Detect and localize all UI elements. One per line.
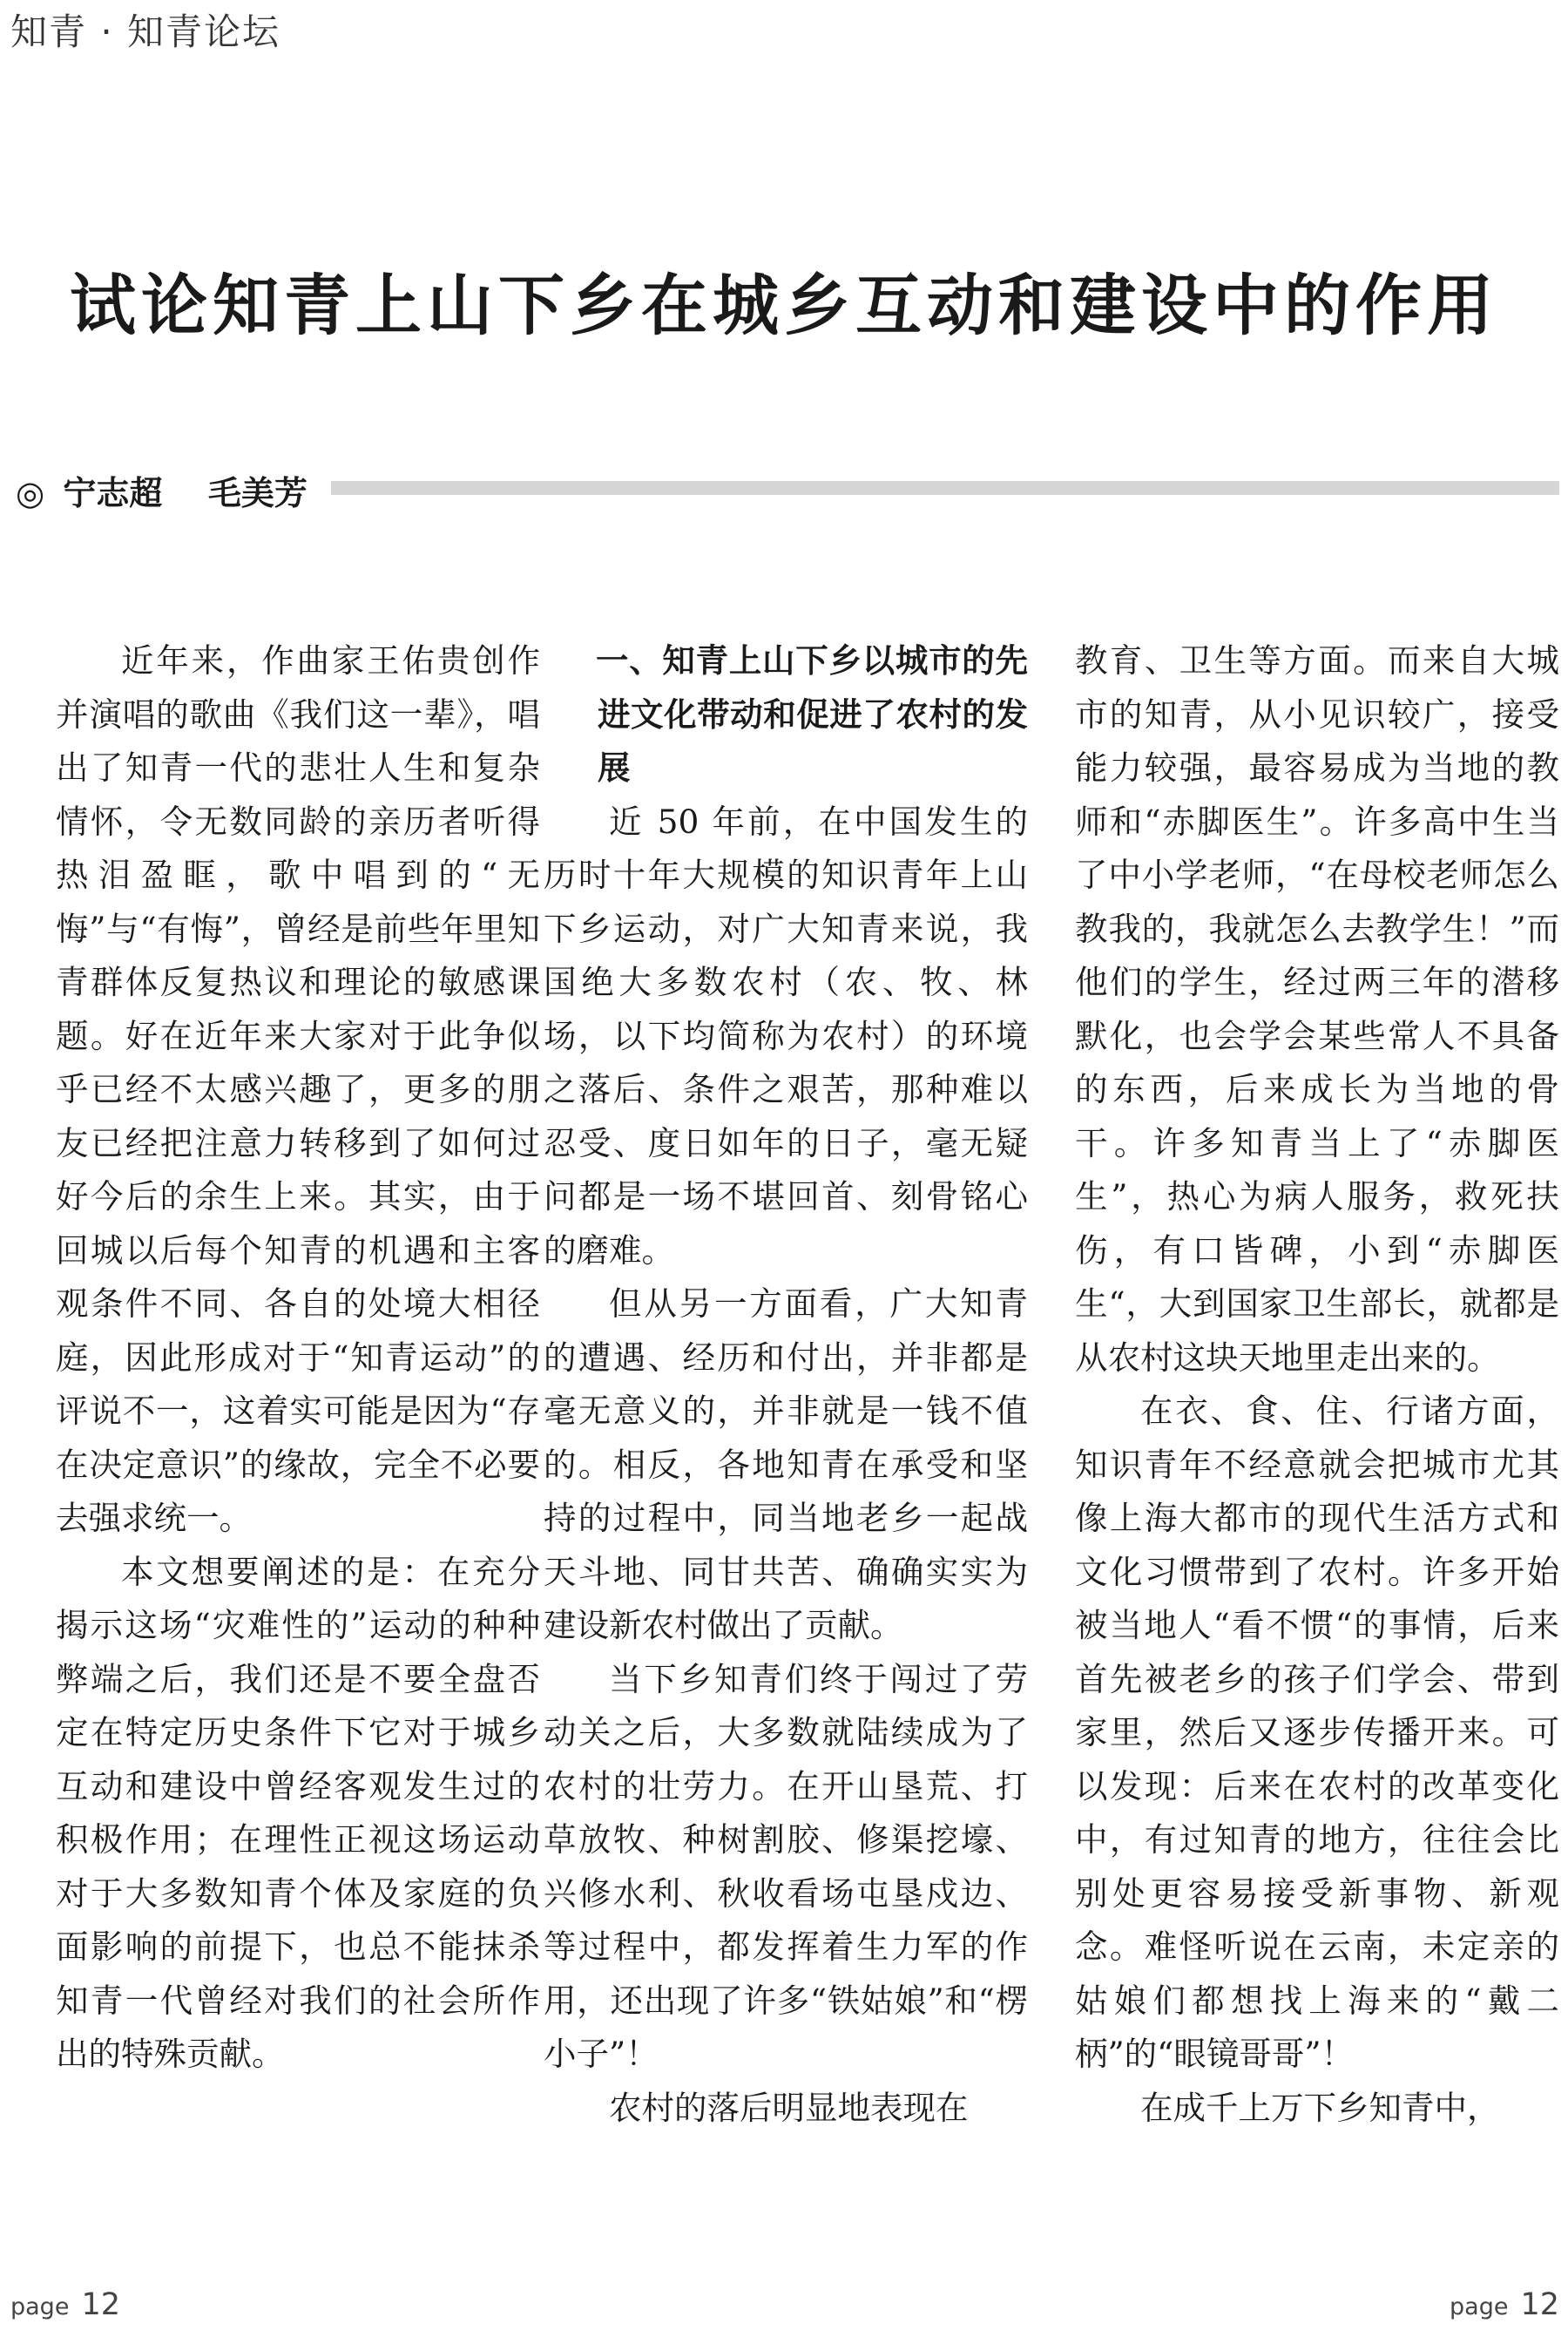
column-header: 知青 · 知青论坛 [10,10,281,53]
article-title: 试论知青上山下乡在城乡互动和建设中的作用 [70,267,1498,344]
text-column-2 [544,634,1028,2135]
page-number: 12 [1520,2287,1559,2322]
paragraph: 但从另一方面看，广大知青的遭遇、经历和付出，并非都是毫无意义的，并非就是一钱不值的。相反，各地知青在承受和坚持的过程中，同当地老乡一起战天斗地、同甘共苦、确确实实为建设新农村做出了贡献。 [544,1284,1028,1644]
page-word: page [1450,2293,1509,2320]
text-column-1 [56,634,540,2082]
paragraph: 近年来，作曲家王佑贵创作并演唱的歌曲《我们这一辈》，唱出了知青一代的悲壮人生和复杂情怀，令无数同龄的亲历者听得热泪盈眶，歌中唱到的“无悔”与“有悔”，曾经是前些年里知青群体反复热议和理论的敏感课题。好在近年来大家对于此争似乎已经不太感兴趣了，更多的朋友已经把注意力转移到了如何过好今后的余生上来。其实，由于回城以后每个知青的机遇和主客观条件不同、各自的处境大相径庭，因此形成对于“知青运动”的评说不一，这着实可能是因为“存在决定意识”的缘故，完全不必要去强求统一。 [56,641,540,1537]
page-number: 12 [81,2287,120,2322]
paragraph: 当下乡知青们终于闯过了劳动关之后，大多数就陆续成为了农村的壮劳力。在开山垦荒、打草放牧、种树割胶、修渠挖壕、兴修水利、秋收看场屯垦戍边、等过程中，都发挥着生力军的作用，还出现了许多“铁姑娘”和“楞小子”！ [544,1659,1028,2073]
paragraph: 农村的落后明显地表现在 [609,2088,969,2127]
paragraph: 在衣、食、住、行诸方面，知识青年不经意就会把城市尤其像上海大都市的现代生活方式和文化习惯带到了农村。许多开始被当地人“看不惯“的事情，后来首先被老乡的孩子们学会、带到家里，然后又逐步传播开来。可以发现：后来在农村的改革变化中，有过知青的地方，往往会比别处更容易接受新事物、新观念。难怪听说在云南，未定亲的姑娘们都想找上海来的“戴二柄”的“眼镜哥哥”！ [1075,1392,1559,2073]
paragraph: 近 50 年前，在中国发生的历时十年大规模的知识青年上山下乡运动，对广大知青来说，我国绝大多数农村（农、牧、林场，以下均简称为农村）的环境之落后、条件之艰苦，那种难以忍受、度日如年的日子，毫无疑问都是一场不堪回首、刻骨铭心的磨难。 [544,802,1028,1270]
section-heading: 一、知青上山下乡以城市的先进文化带动和促进了农村的发展 [596,641,1028,787]
byline-symbol: ◎ [16,474,45,512]
author-1: 宁志超 [63,474,163,512]
byline-rule [331,481,1559,495]
page-word: page [10,2293,70,2320]
page-number-right [1450,2287,1559,2322]
byline [16,466,308,514]
paragraph: 在成千上万下乡知青中， [1140,2088,1500,2127]
text-column-3 [1075,634,1559,2135]
paragraph: 本文想要阐述的是：在充分揭示这场“灾难性的”运动的种种弊端之后，我们还是不要全盘否定在特定历史条件下它对于城乡互动和建设中曾经客观发生过的积极作用；在理性正视这场运动对于大多数知青个体及家庭的负面影响的前提下，也总不能抹杀知青一代曾经对我们的社会所作出的特殊贡献。 [56,1552,540,2073]
author-2: 毛美芳 [207,474,308,512]
page-number-left [10,2287,120,2322]
paragraph: 教育、卫生等方面。而来自大城市的知青，从小见识较广，接受能力较强，最容易成为当地的教师和“赤脚医生”。许多高中生当了中小学老师，“在母校老师怎么教我的，我就怎么去教学生！”而他们的学生，经过两三年的潜移默化，也会学会某些常人不具备的东西，后来成长为当地的骨干。许多知青当上了“赤脚医生”，热心为病人服务，救死扶伤，有口皆碑，小到“赤脚医生“，大到国家卫生部长，就都是从农村这块天地里走出来的。 [1075,641,1559,1377]
